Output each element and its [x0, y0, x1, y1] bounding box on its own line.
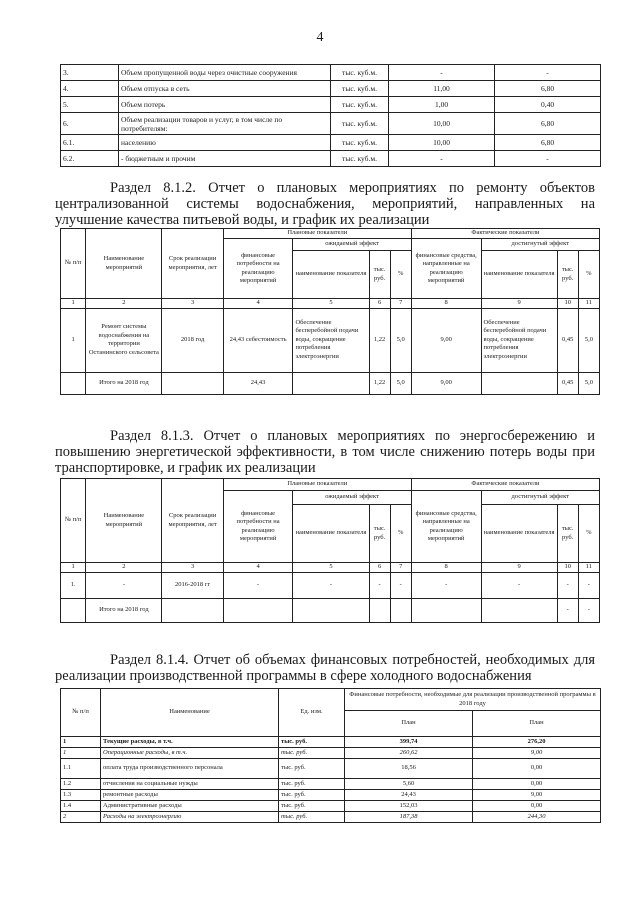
- financial-needs-table: № п/п Наименование Ед. изм. Финансовые потребности, необходимые для реализации производственной программы в 2018 году План План 1 Текущие расходы, в т.ч. тыс. руб. 399,74 276,20 1 Операционные расходы, в т.ч. тыс. руб. 260,62 9,00 1.1 оплата труда производственного персонала тыс. руб. 18,56 0,00 1.2 отчисления на социальные нужды тыс. руб. 5,60 0,00 1.3 ремонтные расходы тыс. руб. 24,43 9,00 1.4 Административные расходы тыс. руб. 152,03 0,00 2 Расходы на электроэнергию тыс. руб. 187,38 244,30: [60, 688, 601, 823]
- section-8-1-2-title: Раздел 8.1.2. Отчет о плановых мероприятиях по ремонту объектов централизованной системы водоснабжения, мероприятий, направленных на улучшение качества питьевой воды, и график их реализации: [55, 180, 595, 228]
- col-expected: ожидаемый эффект: [293, 239, 411, 251]
- col-planned: Плановые показатели: [223, 229, 411, 239]
- table-row: 6.2. - бюджетным и прочим тыс. куб.м. - -: [61, 151, 601, 167]
- col-rub-2: тыс. руб.: [557, 251, 578, 299]
- total-row: Итого на 2018 год - -: [61, 598, 600, 622]
- table-row: 6.1. населению тыс. куб.м. 10,00 6,80: [61, 135, 601, 151]
- table-row: 4. Объем отпуска в сеть тыс. куб.м. 11,00 6,80: [61, 81, 601, 97]
- table-row: 1. - 2016-2018 гг - - - - - - - -: [61, 572, 600, 598]
- col-pct-2: %: [578, 251, 599, 299]
- col-achieved: достигнутый эффект: [481, 239, 599, 251]
- section-8-1-3-title: Раздел 8.1.3. Отчет о плановых мероприятиях по энергосбережению и повышению энергетической эффективности, в том числе снижению потерь воды при транспортировке, и график их реализации: [55, 428, 595, 476]
- table-row: 6. Объем реализации товаров и услуг, в том числе по потребителям: тыс. куб.м. 10,00 6,80: [61, 113, 601, 135]
- col-fin-need: финансовые потребности на реализацию мероприятий: [223, 239, 293, 299]
- table-row: 1.1 оплата труда производственного персонала тыс. руб. 18,56 0,00: [61, 759, 601, 779]
- col-pct: %: [390, 251, 411, 299]
- page-number: 4: [316, 30, 324, 45]
- col-ind-name-2: наименование показателя: [481, 251, 557, 299]
- col-actual: Фактические показатели: [411, 229, 599, 239]
- energy-saving-table: № п/п Наименование мероприятий Срок реализации мероприятия, лет Плановые показатели Фактические показатели финансовые потребности на реализацию мероприятий ожидаемый эффект финансовые средства, направленные на реализацию мероприятий достигнутый эффект наименование показателя тыс. руб. % наименование показателя тыс. руб. % 1 2 3 4 5 6 7 8 9 10 11 1. - 2016-2018 гг - - - - - - - - Итого на 2018 год - -: [60, 478, 600, 623]
- table-row: 3. Объем пропущенной воды через очистные сооружения тыс. куб.м. - -: [61, 65, 601, 81]
- table-row: 1 Операционные расходы, в т.ч. тыс. руб. 260,62 9,00: [61, 748, 601, 759]
- table-row: 1.3 ремонтные расходы тыс. руб. 24,43 9,00: [61, 790, 601, 801]
- col-fin-spent: финансовые средства, направленные на реализацию мероприятий: [411, 239, 481, 299]
- table-row: 1.4 Административные расходы тыс. руб. 152,03 0,00: [61, 801, 601, 812]
- col-ind-name: наименование показателя: [293, 251, 369, 299]
- col-rub: тыс. руб.: [369, 251, 390, 299]
- total-row: Итого на 2018 год 24,43 1,22 5,0 9,00 0,45 5,0: [61, 372, 600, 394]
- volumes-table: [60, 64, 601, 167]
- repair-measures-table: [60, 228, 600, 395]
- col-term: Срок реализации мероприятия, лет: [162, 229, 223, 299]
- table-row: 1 Ремонт системы водоснабжения на территории Останинского сельсовета 2018 год 24,43 себестоимость Обеспечение бесперебойной подачи воды, сокращение потребления электроэнергии 1,22 5,0 9,00 Обеспечение бесперебойной подачи воды, сокращение потребления электроэнергии 0,45 5,0: [61, 308, 600, 372]
- column-numbers-row: 1 2 3 4 5 6 7 8 9 10 11: [61, 563, 600, 573]
- table-row: 5. Объем потерь тыс. куб.м. 1,00 0,40: [61, 97, 601, 113]
- column-numbers-row: 1 2 3 4 5 6 7 8 9 10 11: [61, 299, 600, 309]
- col-name: Наименование мероприятий: [86, 229, 162, 299]
- table-row: 1 Текущие расходы, в т.ч. тыс. руб. 399,74 276,20: [61, 737, 601, 748]
- col-no: № п/п: [61, 229, 86, 299]
- table-row: 1.2 отчисления на социальные нужды тыс. руб. 5,60 0,00: [61, 779, 601, 790]
- section-8-1-4-title: Раздел 8.1.4. Отчет об объемах финансовых потребностей, необходимых для реализации производственной программы в сфере холодного водоснабжения: [55, 652, 595, 684]
- table-row: 2 Расходы на электроэнергию тыс. руб. 187,38 244,30: [61, 812, 601, 823]
